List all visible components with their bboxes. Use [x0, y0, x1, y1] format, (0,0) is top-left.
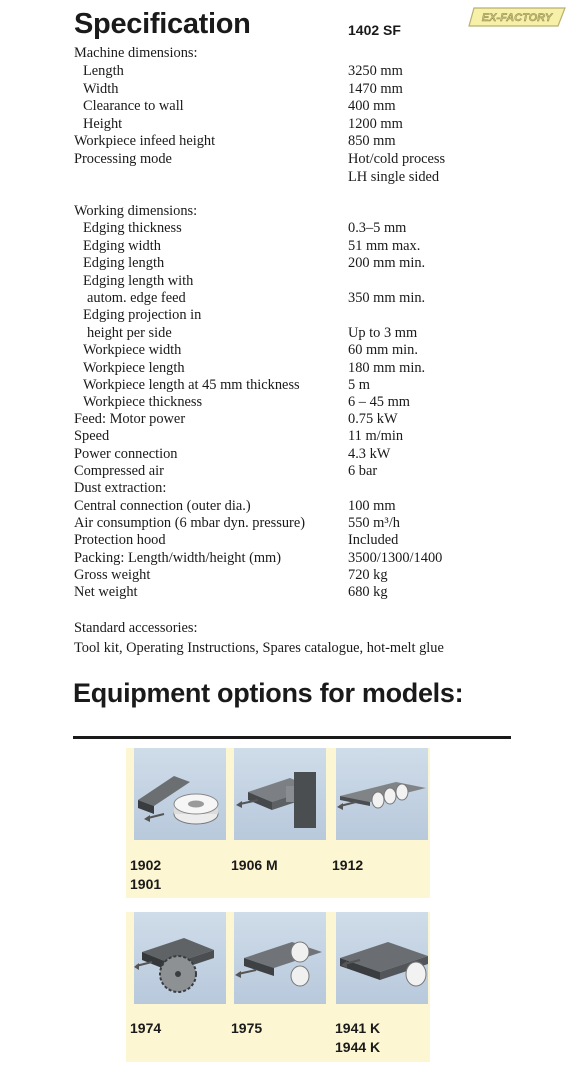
spec-label: Workpiece width: [83, 342, 182, 358]
spec-label: Protection hood: [74, 532, 166, 548]
spec-value: 1470 mm: [348, 81, 403, 97]
spec-value: 180 mm min.: [348, 360, 426, 376]
spec-value: 200 mm min.: [348, 255, 426, 271]
model-label: 1944 K: [335, 1039, 381, 1055]
spec-value: 550 m³/h: [348, 515, 400, 531]
spec-value: 0.75 kW: [348, 411, 398, 427]
spec-label: Central connection (outer dia.): [74, 498, 251, 514]
model-label: 1902: [130, 857, 162, 873]
spec-value: 850 mm: [348, 133, 396, 149]
equipment-title: Equipment options for models:: [73, 678, 464, 708]
spec-label: Height: [83, 116, 123, 132]
spec-label: Clearance to wall: [83, 98, 184, 114]
spec-value: 5 m: [348, 377, 370, 393]
spec-value: 3250 mm: [348, 63, 403, 79]
accessories-text: Tool kit, Operating Instructions, Spares catalogue, hot-melt glue: [74, 640, 444, 656]
spec-value: Included: [348, 532, 399, 548]
spec-value: Up to 3 mm: [348, 325, 418, 341]
model-label: 1906 M: [231, 857, 278, 873]
spec-value: 3500/1300/1400: [348, 550, 443, 566]
spec-label: Edging length: [83, 255, 165, 271]
spec-label: height per side: [87, 325, 172, 341]
option-image-1902: [134, 748, 226, 840]
spec-value: 6 bar: [348, 463, 378, 479]
option-image-1974: [134, 912, 226, 1004]
option-image-1941k: [336, 912, 428, 1004]
spec-label: Workpiece length at 45 mm thickness: [83, 377, 300, 393]
spec-label: Workpiece thickness: [83, 394, 203, 410]
spec-value: 680 kg: [348, 584, 388, 600]
spec-value: 4.3 kW: [348, 446, 391, 462]
spec-label: Packing: Length/width/height (mm): [74, 550, 282, 566]
spec-value: 350 mm min.: [348, 290, 426, 306]
spec-label: Dust extraction:: [74, 480, 167, 496]
spec-label: Edging length with: [83, 273, 194, 289]
model-label: 1974: [130, 1020, 162, 1036]
spec-value: 0.3–5 mm: [348, 220, 407, 236]
model-label: 1901: [130, 876, 162, 892]
spec-label: Edging width: [83, 238, 161, 254]
spec-value: 51 mm max.: [348, 238, 421, 254]
spec-value: 11 m/min: [348, 428, 404, 444]
option-image-1975: [234, 912, 326, 1004]
spec-label: autom. edge feed: [87, 290, 186, 306]
option-image-1906m: [234, 748, 326, 840]
spec-label: Air consumption (6 mbar dyn. pressure): [74, 515, 306, 531]
spec-label: Edging projection in: [83, 307, 202, 323]
spec-value: 60 mm min.: [348, 342, 418, 358]
spec-label: Width: [83, 81, 119, 97]
spec-label: Edging thickness: [83, 220, 182, 236]
page-title: Specification: [74, 8, 251, 40]
spec-label: Feed: Motor power: [74, 411, 186, 427]
model-number: 1402 SF: [348, 22, 401, 38]
spec-label: Workpiece infeed height: [74, 133, 216, 149]
model-label: 1912: [332, 857, 364, 873]
spec-value: 720 kg: [348, 567, 388, 583]
accessories-heading: Standard accessories:: [74, 620, 198, 636]
spec-label: Compressed air: [74, 463, 164, 479]
spec-label: Power connection: [74, 446, 178, 462]
spec-label: Working dimensions:: [74, 203, 198, 219]
model-label: 1975: [231, 1020, 263, 1036]
spec-label: Processing mode: [74, 151, 172, 167]
spec-value: 400 mm: [348, 98, 396, 114]
spec-value: LH single sided: [348, 169, 440, 185]
spec-label: Speed: [74, 428, 110, 444]
option-image-1912: [336, 748, 428, 840]
divider: [73, 736, 511, 739]
spec-label: Gross weight: [74, 567, 151, 583]
spec-label: Workpiece length: [83, 360, 185, 376]
spec-label: Net weight: [74, 584, 138, 600]
spec-value: 6 – 45 mm: [348, 394, 410, 410]
spec-value: Hot/cold process: [348, 151, 446, 167]
ex-factory-logo: [468, 6, 567, 28]
svg-text:EX-FACTORY: EX-FACTORY: [481, 12, 553, 24]
spec-value: 1200 mm: [348, 116, 403, 132]
spec-label: Machine dimensions:: [74, 45, 198, 61]
model-label: 1941 K: [335, 1020, 381, 1036]
spec-label: Length: [83, 63, 124, 79]
spec-value: 100 mm: [348, 498, 396, 514]
